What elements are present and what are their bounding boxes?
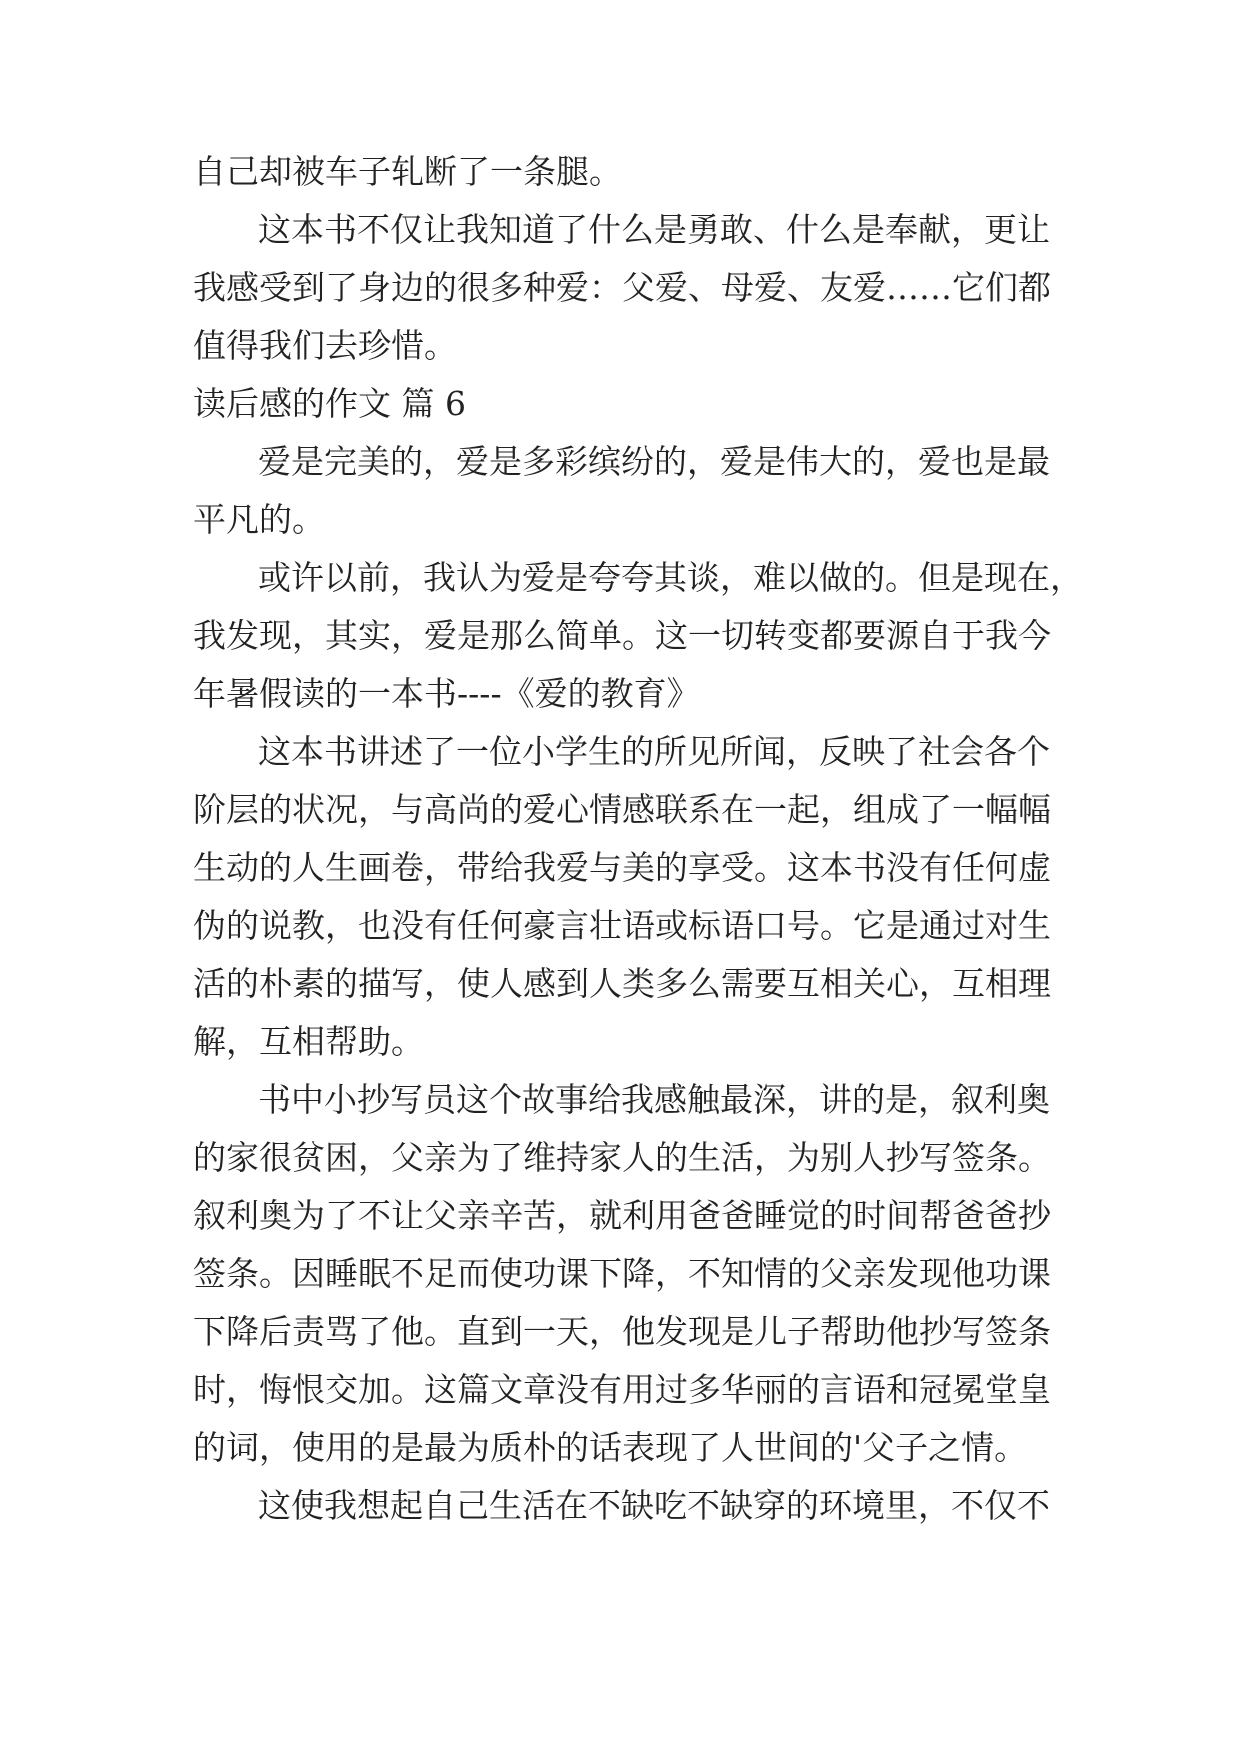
text-line: 我发现，其实，爱是那么简单。这一切转变都要源自于我今 — [193, 616, 1051, 655]
text-line: 签条。因睡眠不足而使功课下降，不知情的父亲发现他功课 — [193, 1254, 1051, 1293]
text-line: 伪的说教，也没有任何豪言壮语或标语口号。它是通过对生 — [193, 906, 1051, 945]
text-line: 年暑假读的一本书----《爱的教育》 — [193, 674, 700, 713]
text-line: 的词，使用的是最为质朴的话表现了人世间的'父子之情。 — [193, 1428, 1028, 1467]
text-line: 平凡的。 — [193, 500, 325, 539]
text-line: 下降后责骂了他。直到一天，他发现是儿子帮助他抄写签条 — [193, 1312, 1051, 1351]
paragraph-first-line: 这本书不仅让我知道了什么是勇敢、什么是奉献，更让 — [258, 210, 1050, 249]
text-line: 值得我们去珍惜。 — [193, 326, 457, 365]
paragraph-first-line: 爱是完美的，爱是多彩缤纷的，爱是伟大的，爱也是最 — [258, 442, 1050, 481]
text-line: 活的朴素的描写，使人感到人类多么需要互相关心，互相理 — [193, 964, 1051, 1003]
text-line: 时，悔恨交加。这篇文章没有用过多华丽的言语和冠冕堂皇 — [193, 1370, 1051, 1409]
section-heading: 读后感的作文 篇 6 — [193, 384, 466, 423]
text-line: 叙利奥为了不让父亲辛苦，就利用爸爸睡觉的时间帮爸爸抄 — [193, 1196, 1051, 1235]
text-line: 阶层的状况，与高尚的爱心情感联系在一起，组成了一幅幅 — [193, 790, 1051, 829]
text-line: 自己却被车子轧断了一条腿。 — [193, 152, 622, 191]
text-line: 的家很贫困，父亲为了维持家人的生活，为别人抄写签条。 — [193, 1138, 1051, 1177]
text-line: 解，互相帮助。 — [193, 1022, 424, 1061]
text-line: 我感受到了身边的很多种爱：父爱、母爱、友爱……它们都 — [193, 268, 1051, 307]
paragraph-first-line: 这本书讲述了一位小学生的所见所闻，反映了社会各个 — [258, 732, 1050, 771]
text-line: 生动的人生画卷，带给我爱与美的享受。这本书没有任何虚 — [193, 848, 1051, 887]
paragraph-first-line: 书中小抄写员这个故事给我感触最深，讲的是，叙利奥 — [258, 1080, 1050, 1119]
paragraph-first-line: 或许以前，我认为爱是夸夸其谈，难以做的。但是现在， — [258, 558, 1083, 597]
paragraph-first-line: 这使我想起自己生活在不缺吃不缺穿的环境里，不仅不 — [258, 1486, 1050, 1525]
